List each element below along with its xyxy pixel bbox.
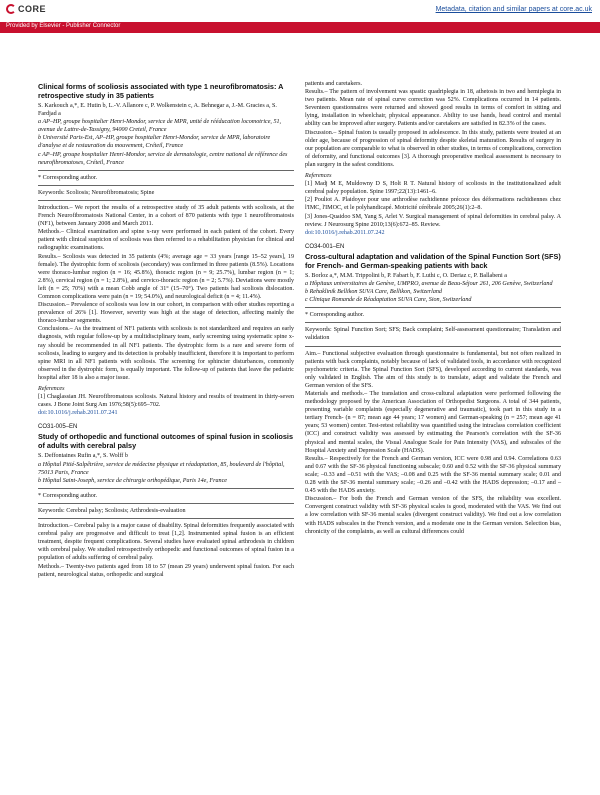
section-aim: Aim.– Functional subjective evaluation through questionnaire is fundamental, but not often realized in patients with back complaints, notably because of lack of validated tools, in accordance with recognized psychometric criteria. The Spinal Function Sort (SFS), developed according to current standards, was only validated in English. The aim of this study is to translate, adapt and validate the French and German version of the SFS.: [305, 350, 561, 389]
article-code: CO31-005–EN: [38, 424, 78, 431]
section-discussion: Discussion.– Prevalence of scoliosis was low in our cohort, in comparison with other studies reporting a prevalence of 26% [1]. However, severity was high at the stage of detection, affecting mainly the thoraco-lumbar segments.: [38, 302, 294, 325]
reference-item: [3] Jones-Quaidoo SM, Yang S, Arlet V. Surgical management of spinal deformities in cerebral palsy. A review. J Neurosurg Spine 2010;13(6):672–85. Review.: [305, 213, 561, 228]
divider: [305, 307, 561, 308]
section-discussion: Discussion.– Spinal fusion is usually proposed in adolescence. In this study, patients were treated at an older age, because of progression of spinal deformity despite skeletal maturation. Results of surgery in our population are comparable to what is observed in other studies, in terms of complications, correction of deformity, and functional outcomes [3]. A thorough preoperative medical assessment is necessary to plan surgery in the safest conditions.: [305, 129, 561, 168]
metadata-link[interactable]: Metadata, citation and similar papers at core.ac.uk: [435, 6, 592, 13]
affiliation: b Université Paris-Est, AP–HP, groupe hospitalier Henri-Mondor, service de MPR, laboratoire d'analyse et de restauration du mouvement, Créteil, France: [38, 135, 271, 150]
reference-item: [1] Madj M E, Muldowny D S, Holt R T. Natural history of scoliosis in the institutionalized adult cerebral palsy population. Spine 1997;22(13):1461–6.: [305, 181, 561, 196]
keywords: Keywords: Cerebral palsy; Scoliosis; Arthrodesis-evaluation: [38, 507, 186, 514]
article-authors: S. Borloz a,*, M.M. Trippolini b, P. Fabart b, F. Luthi c, O. Deriaz c, P. Ballabeni a: [305, 272, 507, 279]
divider: [38, 200, 294, 201]
divider: [38, 518, 294, 519]
continued-text: patients and caretakers.: [305, 81, 363, 87]
corresponding-author: * Corresponding author.: [38, 492, 98, 499]
top-bar: [0, 0, 600, 22]
corresponding-author: * Corresponding author.: [38, 174, 98, 181]
section-introduction: Introduction.– We report the results of a retrospective study of 35 adult patients with scoliosis, at the French Neurofibromatosis National Center, in a cohort of 870 patients with type 1 neurofibromatosis (NF1), between January 2008 and March 2011.: [38, 204, 294, 228]
keywords: Keywords: Scoliosis; Neurofibromatosis; Spine: [38, 189, 155, 196]
section-methods: Methods.– Twenty-two patients aged from 18 to 57 (mean 29 years) underwent spinal fusion. For each patient, neurological status, orthopedic and surgical: [38, 563, 294, 578]
divider: [38, 170, 294, 171]
section-results: Results.– Respectively for the French and German version, ICC were 0.98 and 0.94. Correlations 0.63 and 0.67 with the SF-36 physical functioning subscale; 0.60 and 0.52 with the SF-36 physical summary scale; –0.33 and –0.51 with the VAS; –0.08 and 0.25 with the SF-36 mental summary scale; 0.01 and 0.28 with the SF-36 mental summary scale; –0.26 and –0.42 with the HADS depression; –0.17 and –0.45 with the HADS anxiety.: [305, 455, 561, 495]
provider-bar: [0, 22, 600, 33]
core-logo[interactable]: CORE: [6, 4, 46, 14]
article-authors: S. Karkouch a,*, E. Hutin b, L.-V. Allanore c, P. Wolkenstein c, A. Behnegar a, J.-M. Gracies a, S. Fardjad a: [38, 103, 277, 118]
section-introduction: Introduction.– Cerebral palsy is a major cause of disability. Spinal deformities frequently associated with cerebral palsy are progressive and difficult to treat [1,2]. Instrumented spinal fusion is an efficient treatment, despite frequent complications. Several studies have evaluated spinal arthrodesis in children with cerebral palsy. We studied retrospectively orthopedic and functional outcomes of spinal fusion in a population of adults suffering of cerebral palsy.: [38, 523, 294, 562]
affiliation: b Rehaklinik Bellikon SUVA Care, Bellikon, Switzerland: [305, 289, 442, 296]
affiliation: c AP–HP, groupe hospitalier Henri-Mondor, service de dermatologie, centre national de référence des neurofibromatoses, Créteil, France: [38, 151, 288, 166]
affiliation: c Clinique Romande de Réadaptation SUVA Care, Sion, Switzerland: [305, 297, 472, 304]
section-methods: Materials and methods.– The translation and cross-cultural adaptation were performed following the methodology proposed by the American Association of Orthopedist Surgeons. A total of 344 patients, presenting variable complaints (especially degenerative and traumatic), took part in this study in a tertiary French- (n = 87; mean age 44 years; 17 women) and German-speaking (n = 257; mean age 41 years; 53 women) center. Test-retest reliability was quantified using the intraclass correlation coefficient (ICC) and construct validity was assessed by estimating the Pearson's correlation with the SF-36 physical and mental scales, the Visual Analogue Scale for Pain Intensity (VAS), and subscales of the Hospital Anxiety and Depression Scale (HADS).: [305, 391, 561, 454]
section-results: Results.– Scoliosis was detected in 35 patients (4%; average age = 33 years [range 15–52 years], 19 female). The dystrophic form of scoliosis (secondary) was confirmed in three patients (8.5%). Locations were thoraco-lumbar region (n = 16; 45.8%), thoracic region (n = 9; 25.7%), lumbar region (n = 1; 2.8%), cervical region (n = 1; 2.8%), and cervico-thoracic region (n = 2; 5.7%). Deviations were mostly left (n = 25; 70%) with a mean Cobb angle of 31° (15–70°). Two patients had scoliosis dislocation. Common complications were pain (n = 19; 54.0%), and neurological deficit (n = 4; 11.4%).: [38, 253, 294, 300]
reference-item: [2] Pouliot A. Plaidoyer pour une arthrodèse rachidienne précoce des déformations rachidiennes chez l'IMC, l'IMOC, et le polyhandicapé. Motricité cérébrale 2005;26(1):2–8.: [305, 197, 561, 212]
reference-item: [1] Chaglassian JH. Neurofibromatous scoliosis. Natural history and results of treatment in thirty-seven cases. J Bone Joint Surg Am 1976;58(5):695–702.: [38, 394, 294, 409]
article-title: Study of orthopedic and functional outcomes of spinal fusion in scoliosis of adults with cerebral palsy: [38, 432, 293, 451]
section-conclusions: Conclusions.– As the treatment of NF1 patients with scoliosis is not standardized and requires an early diagnosis, with regular follow-up by a multidisciplinary team, early screening using systematic spine x-ray should be recommended in all NF1 patients. The dystrophic form is a rare and severe form of scoliosis, leading to surgery and its detection is probably insufficient, therefore it is important to perform spine MRI in all NF1 patients with scoliosis. The screening for sphincter disturbances, commonly observed in the dystrophic form, is equally important. The follow-up of patients that leave the pediatric hospital after 18 is also a major issue.: [38, 326, 294, 381]
doi-link[interactable]: doi:10.1016/j.rehab.2011.07.242: [305, 229, 385, 236]
divider: [38, 503, 294, 504]
article-title: Clinical forms of scoliosis associated with type 1 neurofibromatosis: A retrospective study in 35 patients: [38, 82, 284, 100]
section-methods: Methods.– Clinical examination and spine x-ray were performed in each patient of the cohort. Every patient with clinical suspicion of scoliosis was then referred to a rehabilitation physician for clinical and radiographic examinations.: [38, 229, 294, 252]
affiliation: a AP–HP, groupe hospitalier Henri-Mondor, service de MPR, unité de rééducation locomotrice, 51, avenue de Lattre-de-Tassigny, 94000 Creteil, France: [38, 119, 282, 134]
article-title: Cross-cultural adaptation and validation of the Spinal Function Sort (SFS) for French- and German-speaking patients with back: [305, 251, 561, 270]
right-column: [305, 80, 561, 536]
article-authors: S. Deffontaines Rufin a,*, S. Wolff b: [38, 453, 128, 460]
affiliation: b Hôpital Saint-Joseph, service de chirurgie orthopédique, Paris 14e, France: [38, 477, 227, 484]
references-heading: References: [38, 386, 65, 392]
doi-link[interactable]: doi:10.1016/j.rehab.2011.07.241: [38, 410, 118, 417]
corresponding-author: * Corresponding author.: [305, 312, 365, 319]
divider: [38, 185, 294, 186]
divider: [305, 322, 561, 323]
article-code: CO34-001–EN: [305, 243, 345, 250]
affiliation: a Hôpital Pitié-Salpêtrière, service de médecine physique et réadaptation, 85, boulevard de l'hôpital, 75013 Paris, France: [38, 461, 285, 476]
divider: [305, 346, 561, 347]
core-logo-icon: [6, 4, 16, 14]
section-discussion: Discussion.– For both the French and German version of the SFS, the reliability was excellent. Convergent construct validity with SF-36 physical scales is good, moderated with the VAS. We find out a low correlation with SF-36 mental scales (divergent construct validity). We find out a low correlation with HADS subscales in the French version, and a moderate one in the German version. Selection bias, chronicity of the complaints, as well as cultural differences could: [305, 496, 561, 535]
keywords: Keywords: Spinal Function Sort; SFS; Back complaint; Self-assessment questionnaire; Translation and validation: [305, 327, 561, 342]
section-results: Results.– The pattern of involvement was spastic quadriplegia in 18, athetosis in two and hemiplegia in two patients. Mean rate of spinal curve correction was 52%. Complications occurred in 14 patients. Seventeen questionnaires were returned and showed good results in terms of comfort in sitting and lying, installation in wheelchair, physical appearance. Ability to use hands, head control and mental ability can be improved after surgery. Patients and/or caretakers are satisfied in 82.3% of the cases.: [305, 89, 561, 128]
divider: [38, 488, 294, 489]
affiliation: a Hôpitaux universitaires de Genève, UMPRO, avenue de Beau-Séjour 261, 206 Genève, Switzerland: [305, 280, 553, 287]
references-heading: References: [305, 173, 332, 180]
left-column: [38, 82, 294, 579]
provider-text[interactable]: Provided by Elsevier - Publisher Connector: [6, 23, 121, 29]
